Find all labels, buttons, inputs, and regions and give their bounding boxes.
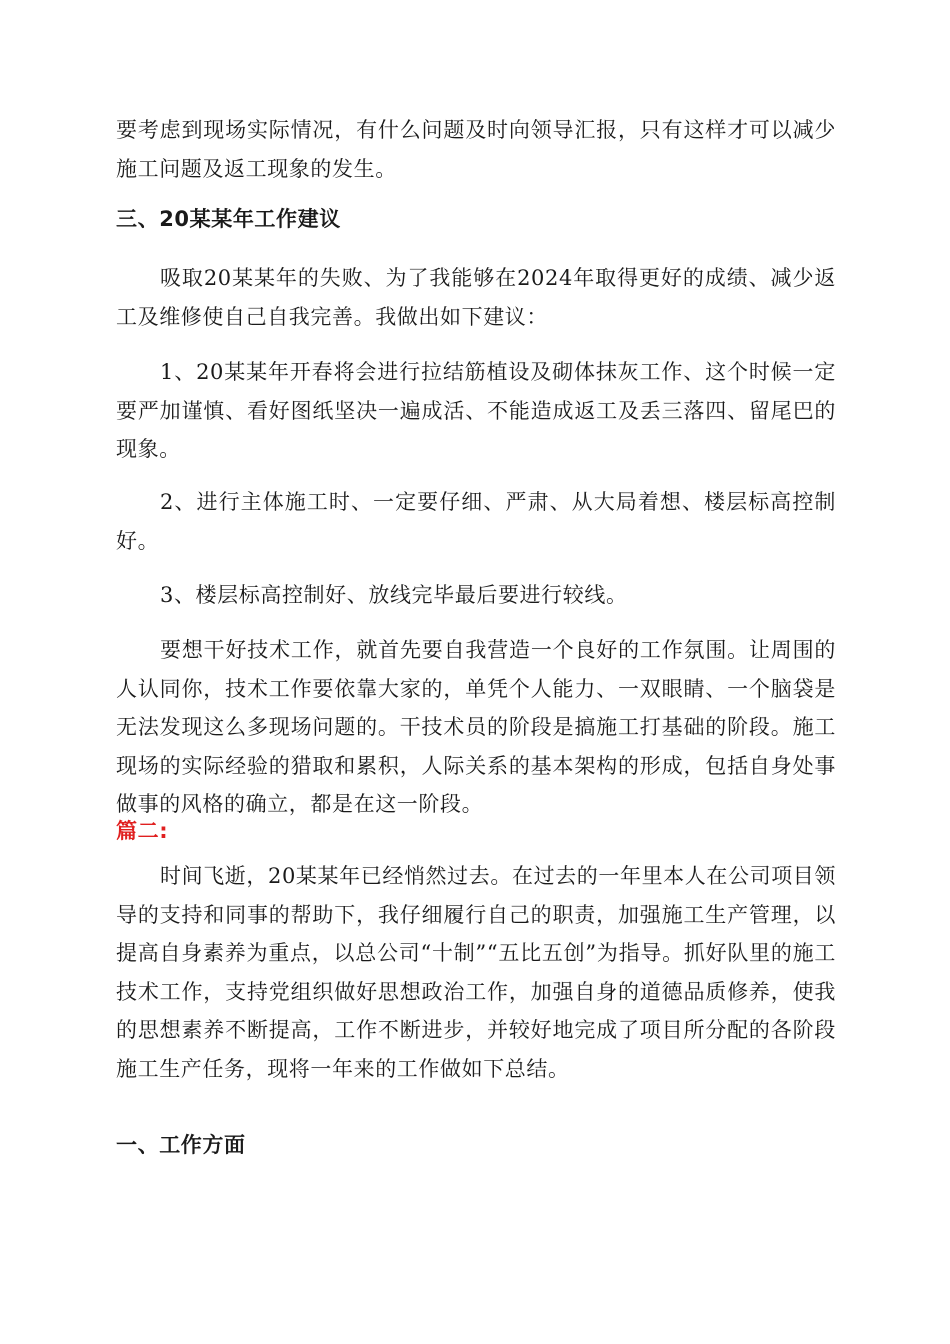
section-heading-suggestions: 三、20某某年工作建议 <box>116 207 341 231</box>
paragraph-part-two-summary: 时间飞逝，20某某年已经悄然过去。在过去的一年里本人在公司项目领导的支持和同事的帮助下，我仔细履行自己的职责，加强施工生产管理，以提高自身素养为重点，以总公司“十制”“五比五创”为指导。抓好队里的施工技术工作，支持党组织做好思想政治工作，加强自身的道德品质修养，使我的思想素养不断提高，工作不断进步，并较好地完成了项目所分配的各阶段施工生产任务，现将一年来的工作做如下总结。 <box>116 864 836 1081</box>
paragraph-intro: 要考虑到现场实际情况，有什么问题及时向领导汇报，只有这样才可以减少施工问题及返工现象的发生。 <box>116 118 836 181</box>
list-item-suggestion-1: 1、20某某年开春将会进行拉结筋植设及砌体抹灰工作、这个时候一定要严加谨慎、看好图纸坚决一遍成活、不能造成返工及丢三落四、留尾巴的现象。 <box>116 360 836 461</box>
paragraph-technical-work: 要想干好技术工作，就首先要自我营造一个良好的工作氛围。让周围的人认同你，技术工作要依靠大家的，单凭个人能力、一双眼睛、一个脑袋是无法发现这么多现场问题的。干技术员的阶段是搞施工打基础的阶段。施工现场的实际经验的猎取和累积，人际关系的基本架构的形成，包括自身处事做事的风格的确立，都是在这一阶段。 <box>116 638 836 816</box>
part-two-heading: 篇二: <box>116 819 169 843</box>
list-item-suggestion-2: 2、进行主体施工时、一定要仔细、严肃、从大局着想、楼层标高控制好。 <box>116 490 836 553</box>
paragraph-suggestions-intro: 吸取20某某年的失败、为了我能够在2024年取得更好的成绩、减少返工及维修使自己自我完善。我做出如下建议： <box>116 266 836 329</box>
list-item-suggestion-3: 3、楼层标高控制好、放线完毕最后要进行较线。 <box>160 583 628 607</box>
section-heading-work-aspects: 一、工作方面 <box>116 1133 246 1157</box>
